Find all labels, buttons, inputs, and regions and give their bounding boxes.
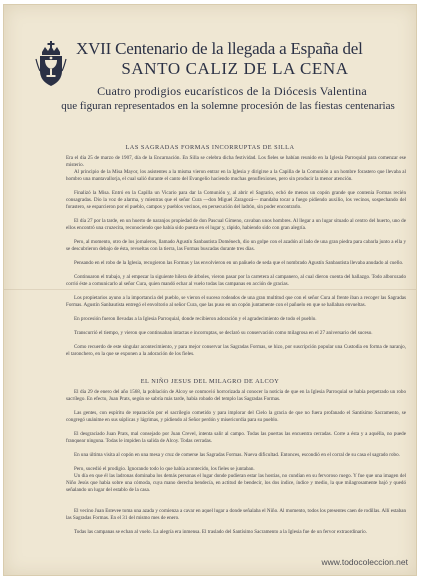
paper-fold-line: [4, 289, 416, 290]
section-heading-silla: LAS SAGRADAS FORMAS INCORRUPTAS DE SILLA: [125, 144, 295, 151]
paragraph: Pero, sucedió el prodigio. Ignorando todo lo que había acontecido, los fieles se juntaban.: [74, 466, 255, 472]
paragraph: Transcurrió el tiempo, y vieron que continuaban intactas e incorruptas, se declaró su conservación como milagrosa en el 27 aniversario del suceso.: [74, 330, 373, 336]
paragraph: El vecino Juan Estevee toma una azada y comienza a cavar en aquel lugar a donde señalaba el Niño. Al momento, todos los presentes caen de rodillas. Allí estaban las Sagradas Formas. En el 31 del mismo mes de enero.: [66, 508, 406, 521]
chalice-crest-icon: [34, 41, 68, 89]
paragraph: En una última visita al copón en una mesa y cruz de comerse las Sagradas Formas. Nueva dificultad. Entonces, escondió en el corral de su casa el sagrado robo.: [74, 452, 400, 458]
paragraph: Al principio de la Misa Mayor, los asistentes a la misma vieron entrar en la Iglesia y dirigirse a la Capilla de la Comunión a un hombre forastero que llevaba al hombro una mantavallorja, el cual salió durante el canto del Evangelio haciendo muchas genuflexiones, pero sin producir la menor atención.: [66, 169, 406, 182]
flyer-sheet: [3, 4, 417, 576]
paragraph: En procesión fueron llevadas a la Iglesia Parroquial, donde recibieron adoración y el agradecimiento de todo el pueblo.: [74, 316, 317, 322]
paragraph: Un día en que él las ladronas dominaba los demás personas el lugar donde pudieran estar las hostias, no cundían en su fervoroso ruego. Y fue que una imagen del Niño Jesús que había sobre una cómoda, cuya mano derecha bendecía, en actitud de bendecir, los dos índice, índice y medio, la que milagrosamente bajó y quedó señalando un lugar del establo de la casa.: [66, 473, 406, 493]
flyer-header: [4, 5, 416, 123]
paragraph: Todas las campanas se echan al vuelo. La alegría era inmensa. El traslado del Santísimo Sacramento a la Iglesia fue de un fervor extraordinario.: [74, 529, 367, 535]
paragraph: El desgraciado Juan Prats, mal consejado por Juan Crevel, intenta salir al campo. Todas las puertas las encuentra cerradas. Corre a ésta y a aquélla, no puede franquear ninguna. Todas le impiden la salida de Alcoy. Todas cerradas.: [66, 431, 406, 444]
section-heading-alcoy: EL NIÑO JESUS DEL MILAGRO DE ALCOY: [140, 378, 280, 385]
paragraph: Era el día 25 de marzo de 1907, día de la Encarnación. En Silla se celebra dicha festividad. Los fieles se habían reunido en la Iglesia Parroquial para comenzar ese misterio.: [66, 155, 406, 168]
watermark: www.todocoleccion.net: [321, 557, 408, 567]
subtitle-line-2: que figuran representados en la solemne procesión de las fiestas centenarias: [61, 100, 395, 112]
subtitle-line-1: Cuatro prodigios eucarísticos de la Diócesis Valentina: [97, 84, 367, 98]
title-line-2: SANTO CALIZ DE LA CENA: [121, 59, 349, 78]
title-line-1: XVII Centenario de la llegada a España del: [76, 39, 363, 58]
paragraph: Los propietarios ayuno a la importancia del pueblo, se vieron el suceso rodeados de una gran multitud que con el señor Cura al frente iban a recoger las Sagradas Formas. Agustín Sanbautista entregó el envoltorio al señor Cura, que las puso en un copón juntamente con el pañuelo en que se hallaban envueltas.: [66, 295, 406, 308]
paragraph: El día 27 por la tarde, en un huerto de naranjos propiedad de don Pascual Gimeno, cavaban unos hombres. Al llegar a un lugar situado al centro del huerto, uno de ellos encontró una cruzecita, reconociendo que había sido puesta en el lugar y, rápido, habiendo sido con gran alegría.: [66, 218, 406, 231]
paragraph: Las gentes, con espíritu de reparación por el sacrilegio cometido y para implorar del Cielo la gracia de que no fuera profanado el Santísimo Sacramento, se congregó unánime en sus súplicas y lágrimas, y pidiendo al Señor perdón y misericordia para su pueblo.: [66, 410, 406, 423]
paragraph: Pensando en el robo de la Iglesia, recogieron las Formas y las envolvieron en un pañuelo de seda que el nombrado Agustín Sanbautista llevaba anudado al cuello.: [74, 260, 404, 266]
paragraph: Finalizó la Misa. Entró en la Capilla un Vicario para dar la Comunión y, al abrir el Sagrario, echó de menos un copón grande que contenía Formas recién consagradas. Dio la voz de alarma, y mientras que el señor Cura —don Miguel Zaragozá— mandaba tocar a fuego pidiendo auxilio, los vecinos, sospechando del forastero, se esparcieron por el pueblo, campos y pueblos vecinos, en persecución del ladrón, sin poder encontrarlo.: [66, 190, 406, 210]
paragraph: Continuaron el trabajo, y al empezar la siguiente hilera de árboles, vieron pasar por la carretera al campanero, al cual dieron cuenta del hallazgo. Todo alborozado corrió éste a comunicarlo al señor Cura, quien mandó echar al vuelo todas las campanas en acción de gracias.: [66, 274, 406, 287]
paragraph: Como recuerdo de este singular acontecimiento, y para mejor conservar las Sagradas Formas, se hizo, por suscripción popular una Custodia en forma de naranjo, el taronchero, en la que se exponen a la adoración de los fieles.: [66, 344, 406, 357]
paragraph: Pero, al momento, otro de los jornaleros, llamado Agustín Sanbautista Doménech, dio un golpe con el azadón al lado de una gran piedra para cabarla junto a ella y se descubrieron debajo de ésta, revueltas con la tierra, las Formas buscadas durante tres días.: [66, 239, 406, 252]
paragraph: El día 29 de enero del año 1568, la población de Alcoy se conmovió horrorizada al conocer la noticia de que en la Iglesia Parroquial se había perpetrado un robo sacrílego. En efecto, Juan Prats, según se sabría más tarde, había robado del templo las Sagradas Formas.: [66, 389, 406, 402]
